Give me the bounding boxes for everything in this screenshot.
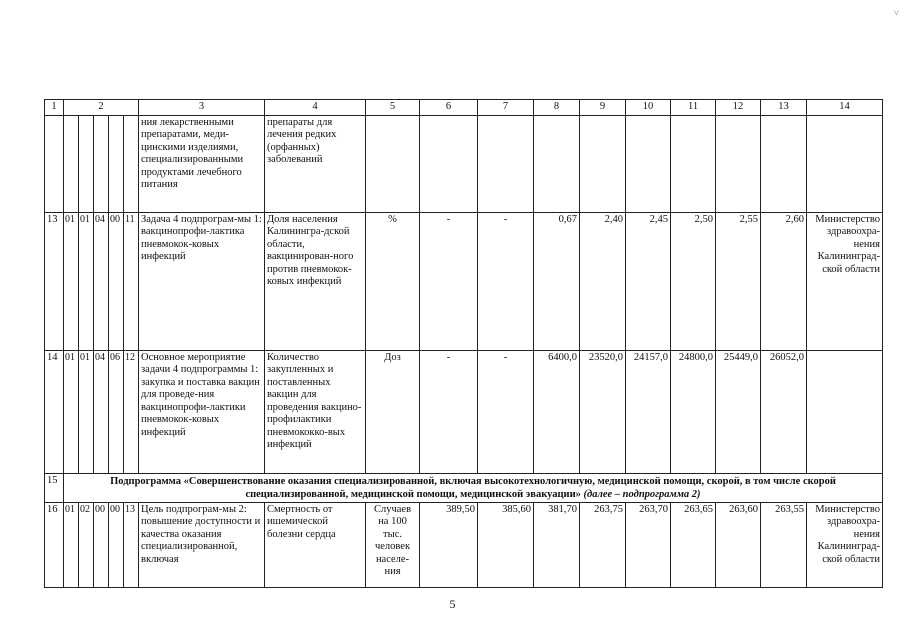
code-cell: 00 xyxy=(94,502,109,587)
value-cell: 2,50 xyxy=(671,212,716,350)
code-cell: 00 xyxy=(109,212,124,350)
responsible-cell: Министерство здравоохра-нения Калининград-ской области xyxy=(807,212,883,350)
value-cell: 263,65 xyxy=(671,502,716,587)
responsible-cell xyxy=(807,350,883,473)
value-cell: 263,70 xyxy=(626,502,671,587)
value-cell: 2,40 xyxy=(580,212,626,350)
header-cell: 2 xyxy=(64,100,139,116)
header-cell: 6 xyxy=(420,100,478,116)
header-row xyxy=(45,100,883,116)
unit-cell: Доз xyxy=(366,350,420,473)
unit-cell: Случаев на 100 тыс. человек населе-ния xyxy=(366,502,420,587)
header-cell: 11 xyxy=(671,100,716,116)
value-cell: 26052,0 xyxy=(761,350,807,473)
code-cell: 02 xyxy=(79,502,94,587)
indicators-table xyxy=(44,99,883,588)
header-cell: 1 xyxy=(45,100,64,116)
code-cell: 01 xyxy=(64,212,79,350)
code-cell: 12 xyxy=(124,350,139,473)
subprogram-title: Подпрограмма «Совершенствование оказания специализированной, включая высокотехнологичную, медицинской помощи, скорой, в том числе скорой специализированной, медицинской помощи, медицинской эвакуации» (далее – подпрограмма 2) xyxy=(64,473,883,502)
table-row xyxy=(45,212,883,350)
indicator-name: Доля населения Калинингра-дской области, вакцинирован-ного против пневмокок-ковых инфекций xyxy=(265,212,366,350)
header-cell: 3 xyxy=(139,100,265,116)
value-cell: 2,45 xyxy=(626,212,671,350)
subprogram-title-note: (далее – подпрограмма 2) xyxy=(583,488,701,500)
code-cell: 04 xyxy=(94,212,109,350)
measure-name: Цель подпрограм-мы 2: повышение доступности и качества оказания специализированной, включая xyxy=(139,502,265,587)
page-number: 5 xyxy=(449,597,456,611)
indicator-name: препараты для лечения редких (орфанных) заболеваний xyxy=(265,115,366,212)
continuation-row xyxy=(45,115,883,212)
corner-mark: ˅ xyxy=(893,8,899,18)
value-cell: 263,60 xyxy=(716,502,761,587)
indicator-name: Смертность от ишемической болезни сердца xyxy=(265,502,366,587)
value-cell: - xyxy=(478,212,534,350)
table-row xyxy=(45,502,883,587)
measure-name: Задача 4 подпрограм-мы 1: вакцинопрофи-лактика пневмокок-ковых инфекций xyxy=(139,212,265,350)
header-cell: 5 xyxy=(366,100,420,116)
value-cell: 381,70 xyxy=(534,502,580,587)
code-cell: 13 xyxy=(124,502,139,587)
code-cell: 01 xyxy=(64,502,79,587)
row-number: 14 xyxy=(45,350,64,473)
header-cell: 14 xyxy=(807,100,883,116)
subprogram-row xyxy=(45,473,883,502)
value-cell: 24800,0 xyxy=(671,350,716,473)
row-number: 16 xyxy=(45,502,64,587)
measure-name: ния лекарственными препаратами, меди-цинскими изделиями, специализированными продуктами лечебного питания xyxy=(139,115,265,212)
row-number: 13 xyxy=(45,212,64,350)
value-cell: 24157,0 xyxy=(626,350,671,473)
value-cell: 385,60 xyxy=(478,502,534,587)
header-cell: 12 xyxy=(716,100,761,116)
value-cell: 0,67 xyxy=(534,212,580,350)
row-number: 15 xyxy=(45,473,64,502)
code-cell: 01 xyxy=(79,212,94,350)
header-cell: 10 xyxy=(626,100,671,116)
value-cell: 389,50 xyxy=(420,502,478,587)
code-cell: 06 xyxy=(109,350,124,473)
header-cell: 8 xyxy=(534,100,580,116)
value-cell: 2,60 xyxy=(761,212,807,350)
code-cell: 01 xyxy=(79,350,94,473)
responsible-cell: Министерство здравоохра-нения Калининград-ской области xyxy=(807,502,883,587)
header-cell: 13 xyxy=(761,100,807,116)
code-cell: 01 xyxy=(64,350,79,473)
code-cell: 04 xyxy=(94,350,109,473)
value-cell: - xyxy=(420,350,478,473)
value-cell: - xyxy=(478,350,534,473)
header-cell: 9 xyxy=(580,100,626,116)
value-cell: 23520,0 xyxy=(580,350,626,473)
code-cell: 00 xyxy=(109,502,124,587)
value-cell: 263,55 xyxy=(761,502,807,587)
indicator-name: Количество закупленных и поставленных вакцин для проведения вакцино-профилактики пневмококко-вых инфекций xyxy=(265,350,366,473)
header-cell: 7 xyxy=(478,100,534,116)
value-cell: 25449,0 xyxy=(716,350,761,473)
code-cell: 11 xyxy=(124,212,139,350)
value-cell: 6400,0 xyxy=(534,350,580,473)
value-cell: - xyxy=(420,212,478,350)
value-cell: 263,75 xyxy=(580,502,626,587)
value-cell: 2,55 xyxy=(716,212,761,350)
measure-name: Основное мероприятие задачи 4 подпрограммы 1: закупка и поставка вакцин для проведе-ния вакцинопрофи-лактики пневмокок-ковых инфекций xyxy=(139,350,265,473)
header-cell: 4 xyxy=(265,100,366,116)
table-row xyxy=(45,350,883,473)
unit-cell: % xyxy=(366,212,420,350)
